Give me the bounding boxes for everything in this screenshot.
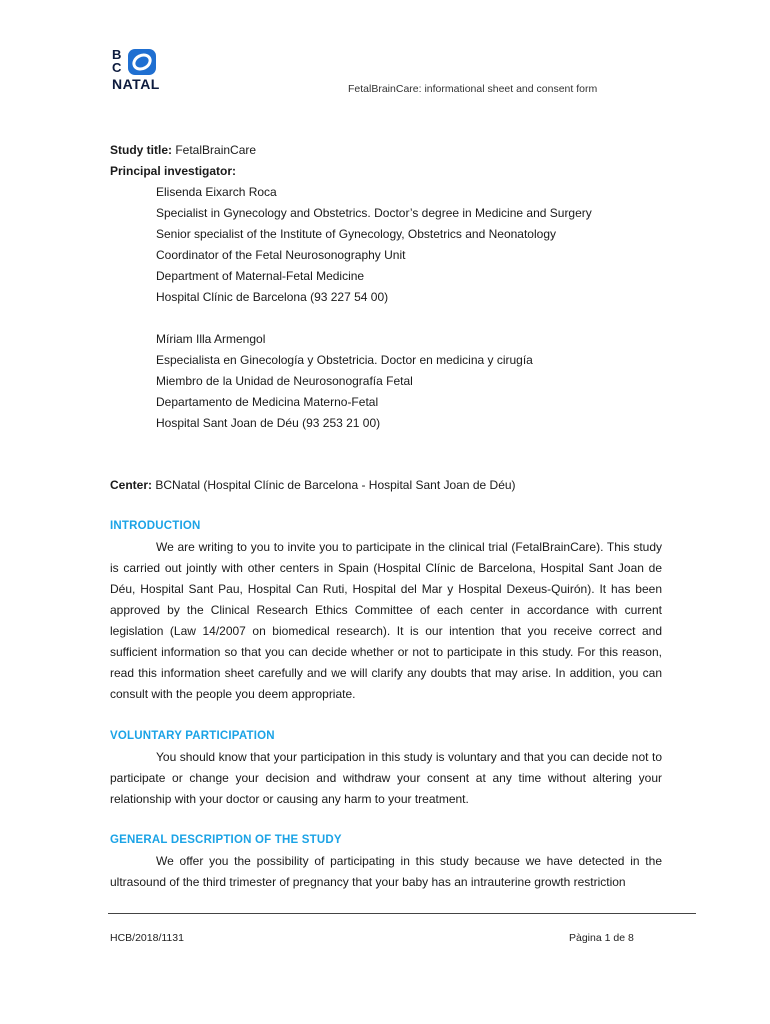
logo-name: NATAL [112, 76, 160, 92]
spacer [110, 810, 662, 831]
center-value: BCNatal (Hospital Clínic de Barcelona - Hospital Sant Joan de Déu) [155, 477, 516, 492]
investigator-1-line: Department of Maternal-Fetal Medicine [156, 269, 365, 283]
spacer [110, 496, 662, 517]
document-header-title: FetalBrainCare: informational sheet and consent form [348, 83, 598, 95]
study-title-label: Study title: [110, 143, 172, 157]
investigator-1-line: Senior specialist of the Institute of Gynecology, Obstetrics and Neonatology [156, 227, 556, 241]
investigator-1 [110, 182, 662, 308]
introduction-text: We are writing to you to invite you to participate in the clinical trial (FetalBrainCare). This study is carried out jointly with other centers in Spain (Hospital Clínic de Barcelona, Hospital Sant Joan de Déu, Hospital Sant Pau, Hospital Can Ruti, Hospital del Mar y Hospital Dexeus-Quirón). It has been approved by the Clinical Research Ethics Committee of each center in accordance with current legislation (Law 14/2007 on biomedical research). It is our intention that you receive correct and sufficient information so that you can decide whether or not to participate in this study. For this reason, read this information sheet carefully and we will clarify any doubts that may arise. In addition, you can consult with the people you deem appropriate. [110, 540, 662, 701]
study-title [110, 140, 662, 161]
investigator-1-line: Coordinator of the Fetal Neurosonography Unit [156, 248, 406, 262]
spacer [110, 308, 662, 329]
investigator-1-line: Elisenda Eixarch Roca [156, 185, 277, 199]
investigator-2-line: Míriam Illa Armengol [156, 331, 266, 346]
investigator-2 [110, 329, 662, 434]
footer-page-number: Pàgina 1 de 8 [569, 932, 634, 944]
center [110, 475, 662, 496]
introduction-paragraph [110, 537, 662, 705]
logo-letters [112, 48, 128, 74]
investigator-2-line: Especialista en Ginecología y Obstetricia. Doctor en medicina y cirugía [156, 352, 533, 367]
investigator-2-line: Departamento de Medicina Materno-Fetal [156, 394, 379, 409]
logo-letter-c: C [112, 60, 122, 75]
general-description-paragraph [110, 851, 662, 893]
document-body [110, 140, 662, 893]
voluntary-participation-paragraph [110, 747, 662, 810]
general-description-text: We offer you the possibility of participating in this study because we have detected in the ultrasound of the third trimester of pregnancy that your baby has an intrauterine growth restriction [110, 854, 662, 889]
bcnatal-logo [112, 48, 182, 92]
center-label: Center: [110, 477, 153, 492]
footer-document-code: HCB/2018/1131 [110, 932, 184, 944]
spacer [110, 705, 662, 726]
study-title-value: FetalBrainCare [175, 143, 257, 157]
voluntary-participation-heading: VOLUNTARY PARTICIPATION [110, 729, 275, 742]
bcnatal-logo-icon [127, 48, 157, 76]
principal-investigator-label: Principal investigator: [110, 164, 237, 178]
investigator-2-line: Hospital Sant Joan de Déu (93 253 21 00) [156, 415, 381, 430]
spacer [110, 434, 662, 455]
investigator-1-line: Specialist in Gynecology and Obstetrics. Doctor’s degree in Medicine and Surgery [156, 206, 592, 220]
investigator-2-line: Miembro de la Unidad de Neurosonografía Fetal [156, 373, 413, 388]
investigator-1-line: Hospital Clínic de Barcelona (93 227 54 00) [156, 290, 389, 304]
spacer [110, 454, 662, 475]
introduction-heading: INTRODUCTION [110, 520, 201, 532]
footer-divider [108, 913, 696, 914]
voluntary-participation-text: You should know that your participation in this study is voluntary and that you can decide not to participate or change your decision and withdraw your consent at any time without altering your relationship with your doctor or causing any harm to your treatment. [110, 749, 662, 806]
logo-letter-b: B [112, 47, 122, 62]
general-description-heading: GENERAL DESCRIPTION OF THE STUDY [110, 834, 342, 846]
